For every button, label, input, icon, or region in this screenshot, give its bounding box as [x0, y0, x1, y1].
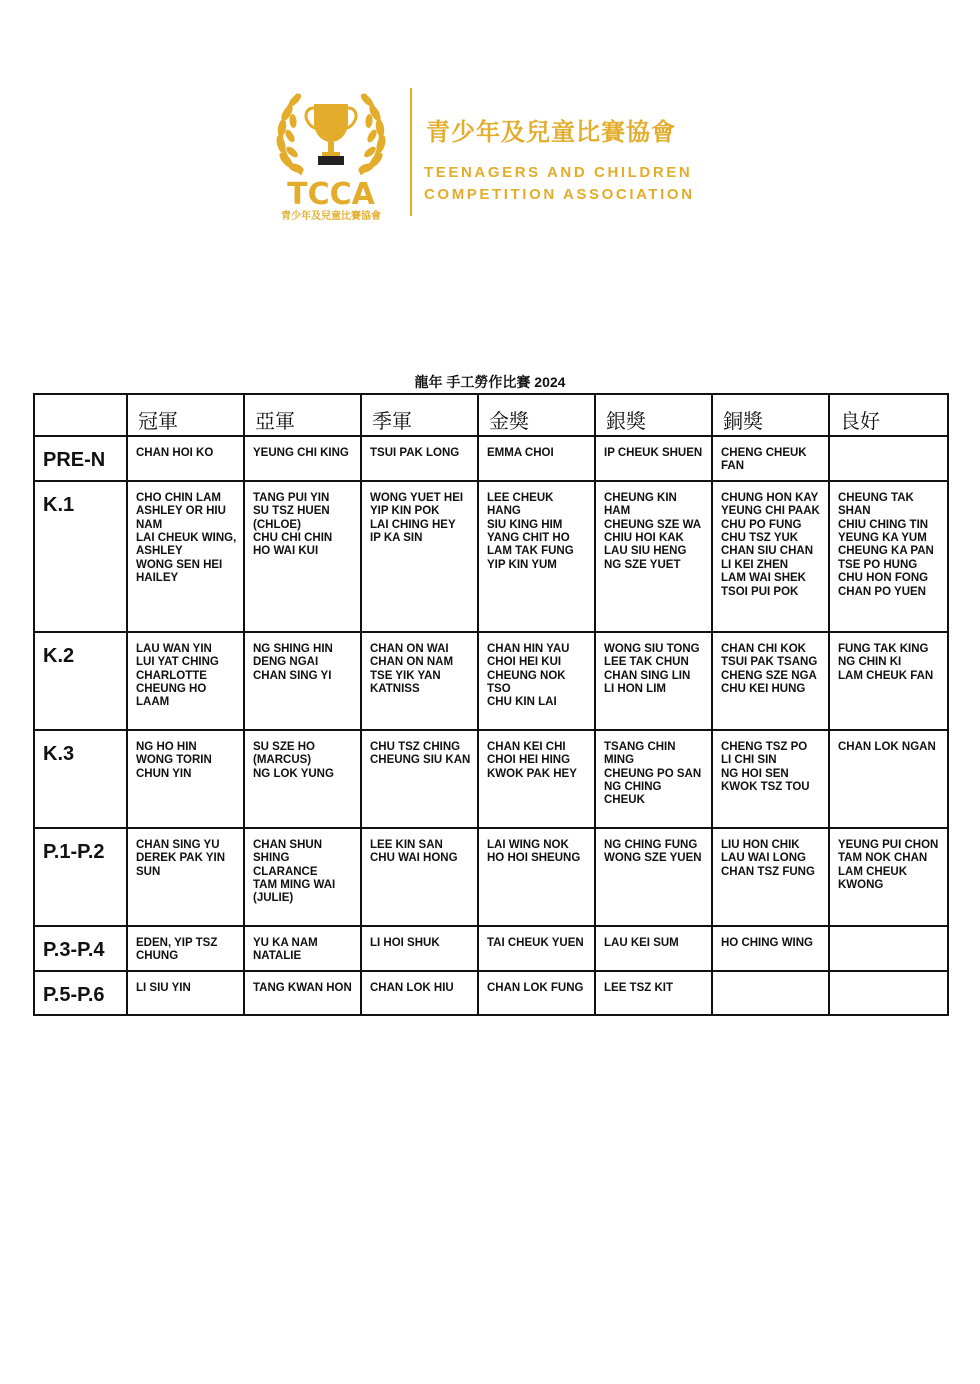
winner-name: EDEN, YIP TSZ CHUNG — [136, 936, 218, 963]
winner-name: SU SZE HO (MARCUS) — [253, 740, 315, 767]
winner-name: CLARANCE — [253, 865, 318, 878]
winner-name: CHOI HEI KUI — [487, 656, 562, 669]
award-cell — [712, 971, 829, 1015]
award-cell — [244, 632, 361, 730]
winner-name: CHU TSZ CHING — [370, 740, 461, 753]
winner-name: CHENG SZE NGA — [721, 669, 817, 682]
winner-name: WONG SEN HEI HAILEY — [136, 558, 223, 585]
winner-name: CHU CHI CHIN — [253, 532, 333, 545]
winner-name: CHAN TSZ FUNG — [721, 865, 815, 878]
winner-name: IP KA SIN — [370, 532, 423, 545]
winner-name: KWOK PAK HEY — [487, 767, 577, 780]
winner-name: YU KA NAM NATALIE — [253, 936, 318, 963]
winner-name: HO CHING WING — [721, 936, 813, 949]
winner-name: LAU KEI SUM — [604, 936, 679, 949]
winner-name: CHAN SING YU — [136, 838, 220, 851]
grade-label: P.5-P.6 — [34, 971, 127, 1015]
winner-name: CHU TSZ YUK — [721, 532, 799, 545]
winner-name: CHAN SIU CHAN — [721, 545, 813, 558]
award-cell — [244, 828, 361, 926]
winner-name: CHEUNG SZE WA — [604, 518, 702, 531]
winner-name: CHEUNG SIU KAN — [370, 754, 471, 767]
winner-name: LUI YAT CHING — [136, 656, 219, 669]
winner-name: CHAN SING LIN — [604, 669, 691, 682]
winner-name: CHEUNG KIN HAM — [604, 491, 677, 518]
winner-name: TSOI PUI POK — [721, 585, 799, 598]
winner-name: TSE YIK YAN — [370, 669, 441, 682]
winner-name: LAI WING NOK — [487, 838, 569, 851]
winner-name: TAM MING WAI (JULIE) — [253, 879, 336, 905]
winner-name: CHIU CHING TIN — [838, 518, 929, 531]
winner-name: TSUI PAK TSANG — [721, 656, 818, 669]
grade-label: K.3 — [34, 730, 127, 828]
grade-label: K.2 — [34, 632, 127, 730]
winner-name: LEE TSZ KIT — [604, 981, 673, 994]
award-cell — [361, 926, 478, 971]
winner-name: CHEUNG KA PAN — [838, 545, 934, 558]
winner-name: CHAN PO YUEN — [838, 585, 926, 598]
table-row — [34, 926, 948, 971]
winner-name: CHU KEI HUNG — [721, 683, 806, 696]
winner-name: CHEUNG NOK TSO — [487, 669, 566, 696]
table-row — [34, 730, 948, 828]
grade-column-header — [34, 394, 127, 436]
winner-name: YEUNG PUI CHON — [838, 838, 939, 851]
winner-name: FUNG TAK KING — [838, 642, 929, 655]
winner-name: CHAN HIN YAU — [487, 642, 570, 655]
winner-name: LI KEI ZHEN — [721, 558, 789, 571]
winner-name: CHUNG HON KAY — [721, 491, 819, 504]
logo-divider — [410, 88, 412, 216]
award-cell — [829, 971, 948, 1015]
award-cell — [127, 436, 244, 481]
award-cell — [478, 481, 595, 632]
winner-name: CHAN ON NAM — [370, 656, 454, 669]
award-cell — [712, 481, 829, 632]
winner-name: CHIU HOI KAK — [604, 532, 684, 545]
winner-name: EMMA CHOI — [487, 447, 554, 459]
winner-name: LAI CHEUK WING, ASHLEY — [136, 532, 237, 558]
award-cell — [829, 926, 948, 971]
award-cell — [829, 632, 948, 730]
column-header: 金獎 — [478, 394, 595, 436]
winner-name: CHAN SING YI — [253, 669, 332, 682]
award-cell — [595, 481, 712, 632]
winner-name: KATNISS — [370, 683, 420, 696]
winner-name: LIU HON CHIK — [721, 838, 800, 851]
winner-name: SIU KING HIM — [487, 518, 563, 531]
winner-name: TAI CHEUK YUEN — [487, 936, 584, 949]
winner-name: WONG SIU TONG — [604, 642, 700, 655]
award-cell — [712, 926, 829, 971]
winner-name: LAM WAI SHEK — [721, 572, 806, 585]
award-cell — [127, 481, 244, 632]
winner-name: TANG PUI YIN — [253, 491, 330, 504]
winner-name: CHU HON FONG — [838, 572, 929, 585]
header-row — [34, 394, 948, 436]
grade-label: P.1-P.2 — [34, 828, 127, 926]
winner-name: LAU WAI LONG — [721, 852, 806, 865]
award-cell — [361, 971, 478, 1015]
winner-name: CHAN LOK HIU — [370, 981, 454, 994]
award-cell — [829, 481, 948, 632]
award-cell — [712, 828, 829, 926]
award-cell — [478, 926, 595, 971]
winner-name: CHU WAI HONG — [370, 852, 458, 865]
award-cell — [361, 481, 478, 632]
organization-name-english-line1: TEENAGERS AND CHILDREN — [424, 164, 693, 181]
award-cell — [127, 828, 244, 926]
award-cell — [478, 632, 595, 730]
award-cell — [595, 730, 712, 828]
winner-name: NG SZE YUET — [604, 558, 681, 571]
winner-name: LAM CHEUK KWONG — [838, 865, 907, 892]
winner-name: CHEUNG PO SAN — [604, 767, 702, 780]
winner-name: NG CHING FUNG — [604, 838, 698, 851]
award-cell — [244, 730, 361, 828]
winner-name: LAU SIU HENG — [604, 545, 687, 558]
winner-name: NG HOI SEN — [721, 767, 789, 780]
grade-label: K.1 — [34, 481, 127, 632]
winner-name: HO WAI KUI — [253, 545, 319, 558]
results-body — [34, 436, 948, 1015]
winner-name: WONG TORIN — [136, 754, 212, 767]
winner-name: DENG NGAI — [253, 656, 319, 669]
organization-name-chinese: 青少年及兒童比賽協會 — [426, 119, 676, 146]
column-header: 銅獎 — [712, 394, 829, 436]
award-cell — [478, 971, 595, 1015]
winner-name: CHAN LOK NGAN — [838, 740, 936, 753]
award-cell — [244, 971, 361, 1015]
award-cell — [244, 926, 361, 971]
winner-name: DEREK PAK YIN SUN — [136, 852, 226, 878]
table-row — [34, 971, 948, 1015]
winner-name: CHAN ON WAI — [370, 642, 449, 655]
winner-name: CHENG TSZ PO — [721, 740, 808, 753]
winner-name: TANG KWAN HON — [253, 981, 352, 994]
winner-name: LAM TAK FUNG — [487, 545, 574, 558]
winner-name: LAU WAN YIN — [136, 642, 212, 655]
winner-name: CHARLOTTE — [136, 669, 207, 682]
winner-name: CHAN KEI CHI — [487, 740, 566, 753]
winner-name: TSE PO HUNG — [838, 558, 918, 571]
winner-name: TSUI PAK LONG — [370, 447, 460, 459]
winner-name: CHAN LOK FUNG — [487, 981, 584, 994]
award-cell — [829, 730, 948, 828]
award-cell — [361, 436, 478, 481]
award-cell — [595, 971, 712, 1015]
winner-name: CHENG CHEUK FAN — [721, 447, 807, 473]
winner-name: NG HO HIN — [136, 740, 197, 753]
organization-name-english — [424, 162, 695, 206]
winner-name: CHUN YIN — [136, 767, 192, 780]
table-row — [34, 481, 948, 632]
winner-name: TSANG CHIN MING — [604, 740, 676, 767]
award-cell — [478, 436, 595, 481]
award-cell — [127, 730, 244, 828]
winner-name: CHAN HOI KO — [136, 447, 214, 459]
award-cell — [829, 828, 948, 926]
organization-name-english-line2: COMPETITION ASSOCIATION — [424, 186, 695, 203]
award-cell — [361, 730, 478, 828]
award-cell — [127, 632, 244, 730]
results-table — [33, 393, 949, 1016]
winner-name: IP CHEUK SHUEN — [604, 447, 703, 459]
winner-name: NG SHING HIN — [253, 642, 333, 655]
winner-name: CHAN SHUN SHING — [253, 838, 322, 865]
award-cell — [595, 436, 712, 481]
award-cell — [244, 481, 361, 632]
winner-name: CHU KIN LAI — [487, 696, 557, 709]
award-cell — [361, 828, 478, 926]
column-header: 銀獎 — [595, 394, 712, 436]
winner-name: KWOK TSZ TOU — [721, 781, 810, 794]
winner-name: CHU PO FUNG — [721, 518, 802, 531]
award-cell — [712, 436, 829, 481]
award-cell — [712, 730, 829, 828]
winner-name: CHOI HEI HING — [487, 754, 571, 767]
table-row — [34, 828, 948, 926]
winner-name: CHAN CHI KOK — [721, 642, 806, 655]
award-cell — [244, 436, 361, 481]
winner-name: LI SIU YIN — [136, 981, 191, 994]
winner-name: CHEUNG TAK SHAN — [838, 491, 914, 518]
winner-name: LI HOI SHUK — [370, 936, 440, 949]
tcca-trophy-logo-icon — [272, 82, 390, 222]
winner-name: YEUNG CHI PAAK — [721, 505, 820, 518]
award-cell — [127, 971, 244, 1015]
winner-name: LEE TAK CHUN — [604, 656, 689, 669]
winner-name: LEE KIN SAN — [370, 838, 443, 851]
winner-name: LAM CHEUK FAN — [838, 669, 934, 682]
award-cell — [361, 632, 478, 730]
winner-name: YIP KIN YUM — [487, 558, 557, 571]
winner-name: TAM NOK CHAN — [838, 852, 928, 865]
winner-name: LEE CHEUK HANG — [487, 491, 554, 518]
grade-label: PRE-N — [34, 436, 127, 481]
column-header: 亞軍 — [244, 394, 361, 436]
competition-title: 龍年 手工勞作比賽 2024 — [414, 374, 566, 390]
winner-name: YEUNG KA YUM — [838, 532, 927, 545]
winner-name: WONG SZE YUEN — [604, 852, 702, 865]
column-header: 季軍 — [361, 394, 478, 436]
winner-name: NG CHING CHEUK — [604, 781, 662, 807]
award-cell — [712, 632, 829, 730]
award-cell — [595, 828, 712, 926]
winner-name: SU TSZ HUEN (CHLOE) — [253, 505, 330, 531]
table-row — [34, 632, 948, 730]
winner-name: YIP KIN POK — [370, 505, 440, 518]
winner-name: NG LOK YUNG — [253, 767, 334, 780]
column-header: 冠軍 — [127, 394, 244, 436]
winner-name: NG CHIN KI — [838, 656, 902, 669]
column-header: 良好 — [829, 394, 948, 436]
winner-name: HO HOI SHEUNG — [487, 852, 581, 865]
winner-name: YANG CHIT HO — [487, 532, 570, 545]
award-cell — [595, 926, 712, 971]
award-cell — [829, 436, 948, 481]
svg-text:青少年及兒童比賽協會: 青少年及兒童比賽協會 — [281, 211, 381, 222]
winner-name: LI HON LIM — [604, 683, 666, 696]
grade-label: P.3-P.4 — [34, 926, 127, 971]
winner-name: LAI CHING HEY — [370, 518, 456, 531]
svg-text:TCCA: TCCA — [287, 177, 375, 212]
winner-name: ASHLEY OR HIU NAM — [136, 505, 226, 531]
award-cell — [127, 926, 244, 971]
award-cell — [478, 730, 595, 828]
organization-header — [272, 82, 712, 222]
winner-name: LI CHI SIN — [721, 754, 777, 767]
winner-name: CHEUNG HO LAAM — [136, 683, 207, 709]
table-row — [34, 436, 948, 481]
winner-name: YEUNG CHI KING — [253, 447, 349, 459]
award-cell — [478, 828, 595, 926]
award-cell — [595, 632, 712, 730]
winner-name: CHO CHIN LAM — [136, 491, 221, 504]
winner-name: WONG YUET HEI — [370, 491, 464, 504]
